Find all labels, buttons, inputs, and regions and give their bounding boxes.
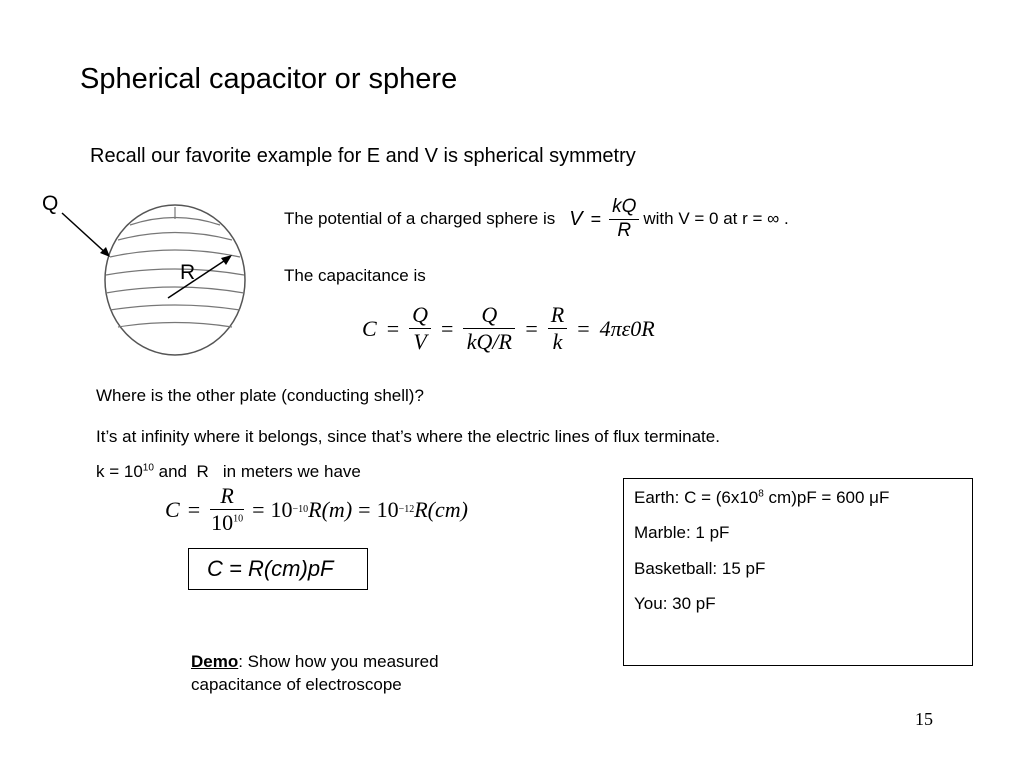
potential-lhs: V [569, 207, 583, 230]
demo-label: Demo [191, 652, 239, 671]
f2-den-base: 10 [211, 510, 234, 536]
earth-exp: 8 [758, 488, 764, 500]
demo-text-line1: : Show how you measured [238, 652, 439, 671]
answer-text: It’s at infinity where it belongs, since that’s where the electric lines of flux terminate. [96, 427, 720, 446]
potential-denominator: R [617, 219, 632, 241]
demo-text-line2: capacitance of electroscope [191, 674, 402, 694]
cap-lhs: C [362, 315, 377, 341]
cap-f2-num: Q [463, 303, 515, 329]
f2-eq-2: = [252, 496, 265, 522]
k-line-exponent: 10 [142, 462, 154, 474]
k-line [96, 462, 361, 482]
f2-part2-base: 10 [270, 496, 293, 522]
question-text: Where is the other plate (conducting shell)? [96, 386, 424, 405]
cap-f1-num: Q [409, 303, 431, 329]
cap-fraction-1 [409, 303, 431, 354]
potential-intro: The potential of a charged sphere is [284, 209, 556, 229]
f2-part3-base: 10 [376, 496, 399, 522]
cap-eq-4: = [577, 315, 590, 341]
f2-fraction [208, 484, 246, 535]
f2-num: R [210, 484, 243, 510]
page-number: 15 [915, 709, 933, 729]
earth-example [634, 487, 962, 508]
cap-f3-den: k [552, 329, 563, 355]
potential-tail: with V = 0 at r = ∞ . [643, 209, 789, 229]
slide-subtitle: Recall our favorite example for E and V is spherical symmetry [90, 145, 636, 167]
sphere-figure [30, 185, 270, 360]
cap-eq-2: = [441, 315, 454, 341]
cap-eq-1: = [386, 315, 400, 341]
demo-note [191, 651, 439, 697]
capacitance-intro: The capacitance is [284, 266, 426, 285]
capacitance-formula [362, 303, 655, 354]
marble-example: Marble: 1 pF [634, 523, 730, 543]
cap-f2-den: kQ/R [466, 329, 512, 355]
potential-fraction [609, 197, 639, 242]
examples-box [623, 478, 973, 666]
k-line-middle: and R in meters we have [153, 462, 361, 481]
f2-den-exp: 10 [233, 513, 244, 525]
f2-part3-rest: R(cm) [414, 496, 468, 522]
earth-suffix: cm)pF = 600 μF [763, 488, 890, 507]
label-r: R [180, 261, 196, 284]
boxed-formula: C = R(cm)pF [188, 548, 368, 590]
cap-fraction-2 [463, 303, 515, 354]
earth-prefix: Earth: C = (6x10 [634, 488, 759, 507]
cap-f3-num: R [548, 303, 567, 329]
cap-eq-3: = [525, 315, 538, 341]
potential-line [284, 197, 789, 242]
f2-eq-1: = [187, 496, 201, 522]
potential-eq: = [590, 208, 602, 229]
basketball-example: Basketball: 15 pF [634, 558, 766, 578]
cap-fraction-3 [548, 303, 567, 354]
slide-title: Spherical capacitor or sphere [80, 63, 458, 95]
formula-2: C = $\frac{R}{10^{10}}$ = 10 −10 R(m) = 10 −12 R(cm) [165, 483, 468, 536]
k-line-prefix: k = 10 [96, 462, 143, 481]
f2-part2-rest: R(m) [308, 496, 353, 522]
f2-lhs: C [165, 496, 180, 522]
f2-eq-3: = [358, 496, 371, 522]
cap-result: 4πε0R [599, 315, 655, 341]
potential-numerator: kQ [609, 197, 639, 220]
cap-f1-den: V [413, 329, 427, 355]
you-example: You: 30 pF [634, 593, 716, 613]
sphere-drawing [62, 205, 245, 355]
label-q: Q [42, 192, 59, 215]
